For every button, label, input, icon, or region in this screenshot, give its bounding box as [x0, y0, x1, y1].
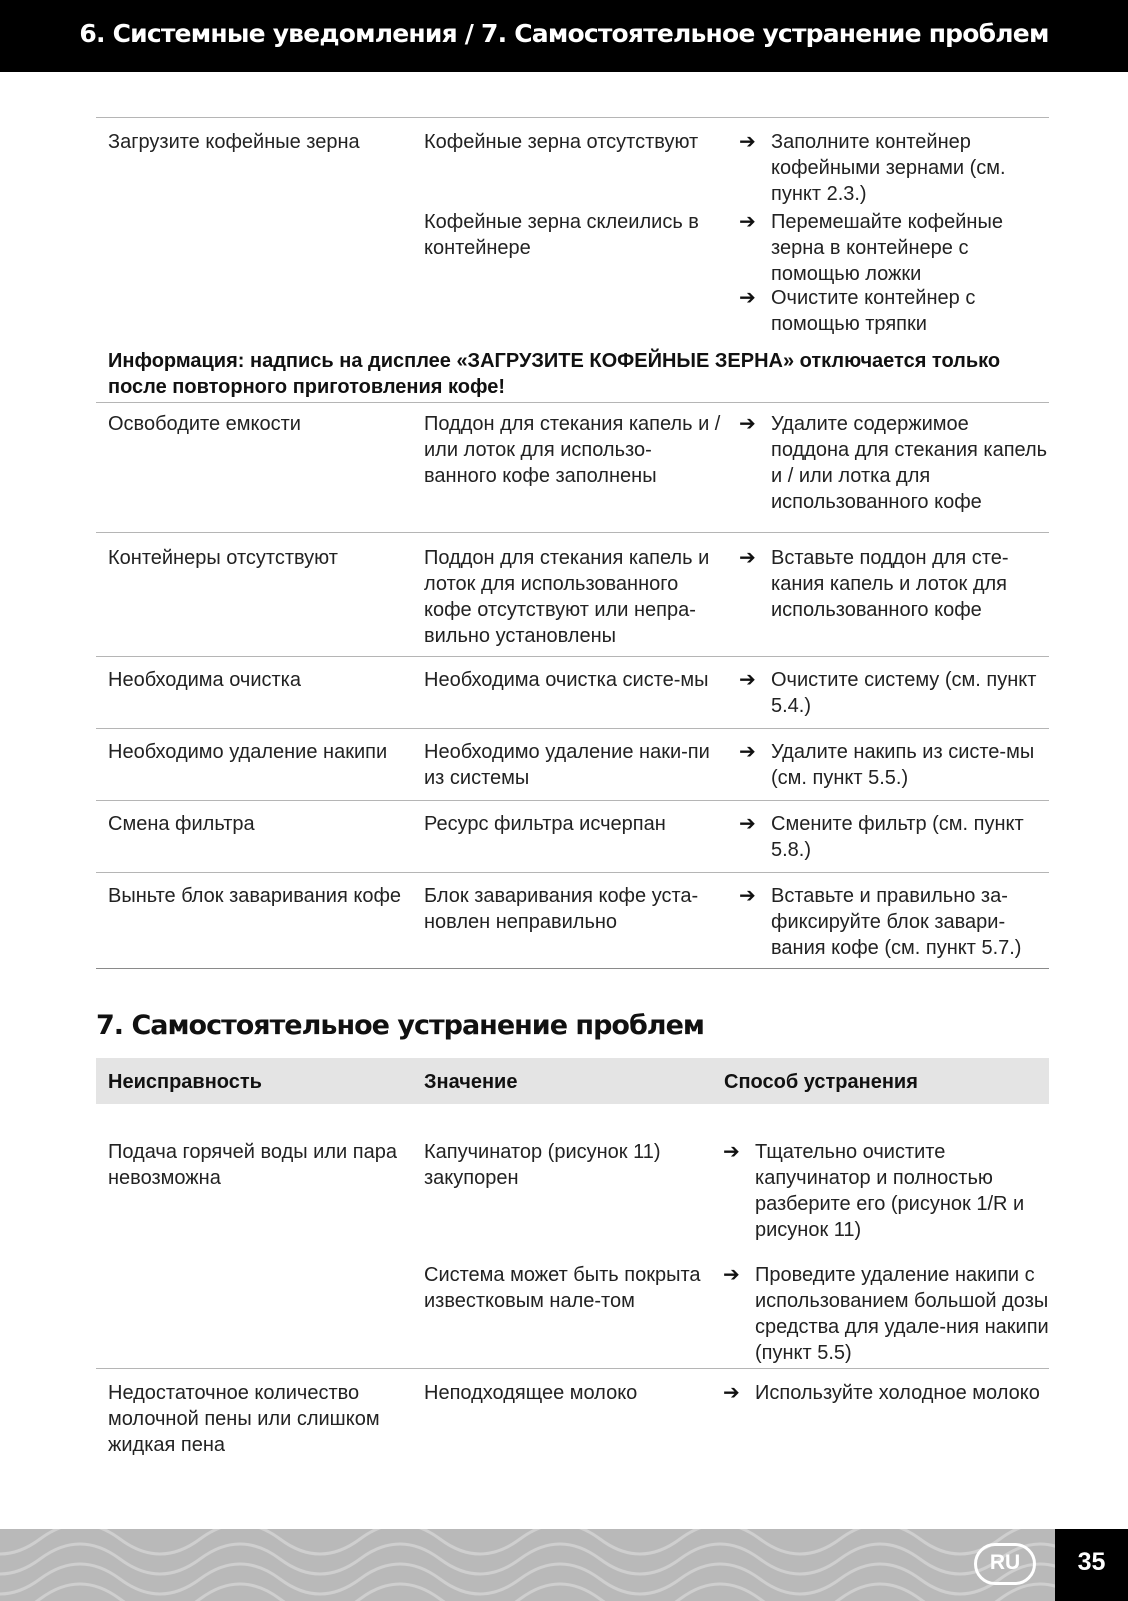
notification-message: Контейнеры отсутствуют	[108, 547, 338, 569]
fault-cell: Недостаточное количество молочной пены или слишком жидкая пена	[108, 1382, 380, 1456]
fault-cell: Подача горячей воды или пара невозможна	[108, 1141, 397, 1189]
notification-cause: Кофейные зерна склеились в контейнере	[424, 211, 699, 259]
remedy-cell: Проведите удаление накипи с использованием большой дозы средства для удале-ния накипи (пункт 5.5)	[755, 1264, 1049, 1364]
arrow-right-icon: ➔	[739, 669, 756, 691]
table-divider	[96, 728, 1049, 729]
arrow-right-icon: ➔	[739, 131, 756, 153]
arrow-right-icon: ➔	[723, 1382, 740, 1404]
table-divider	[96, 800, 1049, 801]
info-note: Информация: надпись на дисплее «ЗАГРУЗИТЕ КОФЕЙНЫЕ ЗЕРНА» отключается только после повторного приготовления кофе!	[108, 350, 1001, 398]
arrow-right-icon: ➔	[739, 413, 756, 435]
notification-action: Вставьте поддон для сте-кания капель и лоток для использованного кофе	[771, 547, 1009, 621]
arrow-right-icon: ➔	[739, 741, 756, 763]
notification-action: Очистите контейнер с помощью тряпки	[771, 287, 976, 335]
notification-cause: Поддон для стекания капель и / или лоток для использо-ванного кофе заполнены	[424, 413, 721, 487]
notification-message: Необходима очистка	[108, 669, 301, 691]
meaning-cell: Неподходящее молоко	[424, 1382, 638, 1404]
notification-message: Освободите емкости	[108, 413, 301, 435]
column-header-fault: Неисправность	[108, 1071, 262, 1093]
column-header-meaning: Значение	[424, 1071, 518, 1093]
table-divider	[96, 532, 1049, 533]
wave-pattern	[0, 1529, 1055, 1601]
notification-action: Вставьте и правильно за-фиксируйте блок завари-вания кофе (см. пункт 5.7.)	[771, 885, 1022, 959]
arrow-right-icon: ➔	[739, 813, 756, 835]
arrow-right-icon: ➔	[739, 287, 756, 309]
notification-cause: Ресурс фильтра исчерпан	[424, 813, 666, 835]
notification-message: Смена фильтра	[108, 813, 255, 835]
remedy-cell: Используйте холодное молоко	[755, 1382, 1040, 1404]
notification-action: Заполните контейнер кофейными зернами (см. пункт 2.3.)	[771, 131, 1006, 205]
notification-message: Загрузите кофейные зерна	[108, 131, 360, 153]
table-divider	[96, 402, 1049, 403]
notification-action: Очистите систему (см. пункт 5.4.)	[771, 669, 1037, 717]
notification-action: Перемешайте кофейные зерна в контейнере с помощью ложки	[771, 211, 1003, 285]
notification-cause: Поддон для стекания капель и лоток для использованного кофе отсутствуют или непра-вильно установлены	[424, 547, 710, 647]
notification-cause: Необходима очистка систе-мы	[424, 669, 709, 691]
footer-band	[0, 1529, 1055, 1601]
language-code: RU	[989, 1551, 1021, 1574]
notification-action: Смените фильтр (см. пункт 5.8.)	[771, 813, 1024, 861]
table-bottom-rule	[96, 968, 1049, 969]
arrow-right-icon: ➔	[723, 1264, 740, 1286]
meaning-cell: Капучинатор (рисунок 11) закупорен	[424, 1141, 661, 1189]
table-divider	[96, 872, 1049, 873]
arrow-right-icon: ➔	[739, 211, 756, 233]
notification-cause: Блок заваривания кофе уста-новлен неправильно	[424, 885, 699, 933]
notification-cause: Кофейные зерна отсутствуют	[424, 131, 699, 153]
table-divider	[96, 117, 1049, 118]
section-title: 7. Самостоятельное устранение проблем	[96, 1010, 704, 1041]
notification-action: Удалите накипь из систе-мы (см. пункт 5.5.)	[771, 741, 1035, 789]
notification-message: Необходимо удаление накипи	[108, 741, 388, 763]
notification-action: Удалите содержимое поддона для стекания капель и / или лотка для использованного кофе	[771, 413, 1048, 513]
notification-message: Выньте блок заваривания кофе	[108, 885, 402, 907]
arrow-right-icon: ➔	[739, 885, 756, 907]
table-divider	[96, 656, 1049, 657]
table-divider	[96, 1368, 1049, 1369]
arrow-right-icon: ➔	[723, 1141, 740, 1163]
meaning-cell: Система может быть покрыта известковым нале-том	[424, 1264, 701, 1312]
page-title: 6. Системные уведомления / 7. Самостоятельное устранение проблем	[79, 19, 1049, 48]
page-number: 35	[1077, 1548, 1106, 1576]
arrow-right-icon: ➔	[739, 547, 756, 569]
remedy-cell: Тщательно очистите капучинатор и полностью разберите его (рисунок 1/R и рисунок 11)	[755, 1141, 1025, 1241]
column-header-remedy: Способ устранения	[724, 1071, 918, 1093]
notification-cause: Необходимо удаление наки-пи из системы	[424, 741, 710, 789]
